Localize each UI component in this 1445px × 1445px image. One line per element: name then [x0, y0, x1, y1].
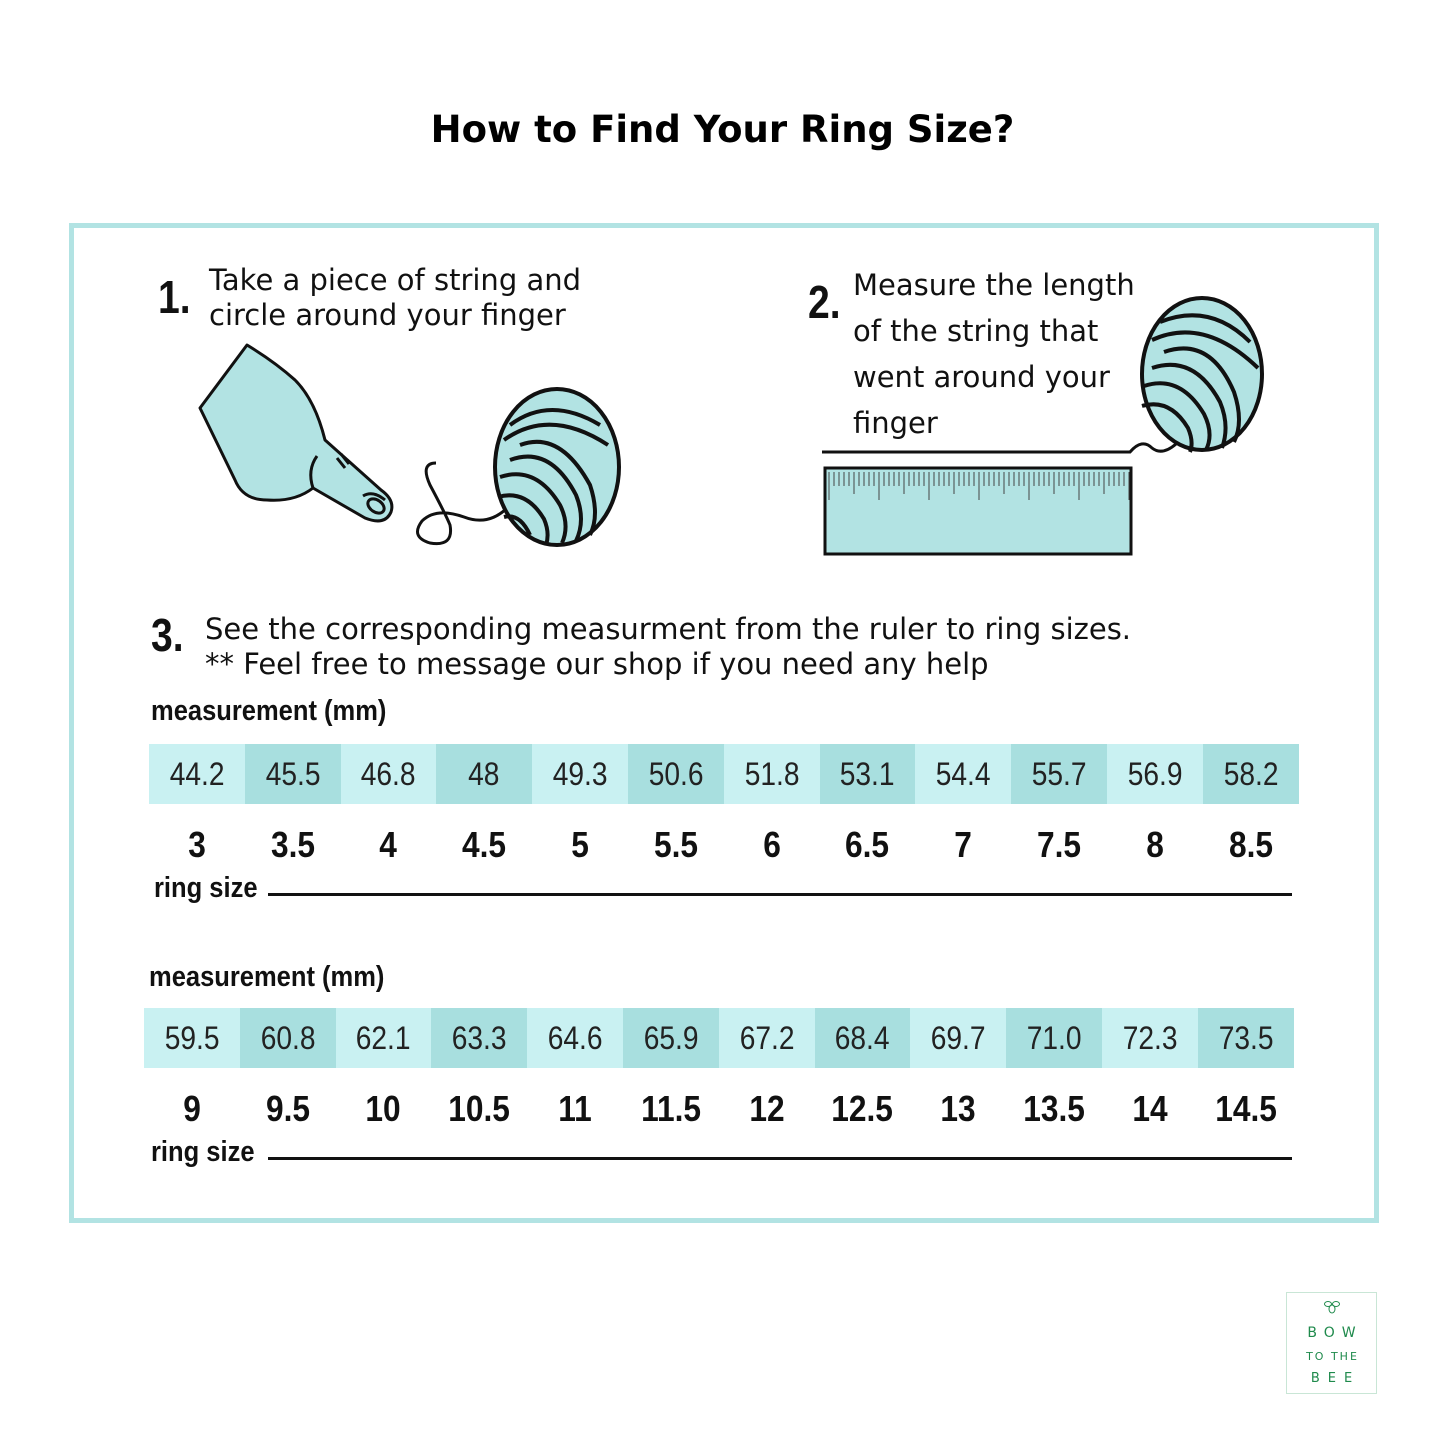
- ring-size-label: ring size: [151, 1136, 255, 1168]
- measurement-cell: [341, 744, 437, 804]
- measurement-value: 72.3: [1122, 1019, 1178, 1056]
- measurement-value: 56.9: [1127, 755, 1183, 792]
- measurement-cell: [527, 1008, 623, 1068]
- measurement-cell: [532, 744, 628, 804]
- ring-size-cell: [431, 1088, 527, 1132]
- ring-size-value: 5.5: [653, 824, 698, 865]
- ring-size-cell: [815, 1088, 911, 1132]
- step-2-line-4: finger: [853, 406, 938, 440]
- measurement-cell: [336, 1008, 432, 1068]
- measurement-value: 48: [468, 755, 500, 792]
- divider-line: [268, 1157, 1292, 1160]
- ring-size-value: 4: [379, 824, 398, 865]
- ring-size-value: 8.5: [1228, 824, 1273, 865]
- ring-size-cell: [915, 824, 1011, 868]
- measurement-value: 63.3: [451, 1019, 507, 1056]
- measurement-cell: [144, 1008, 240, 1068]
- ring-size-value: 6.5: [845, 824, 890, 865]
- step-2-number: 2.: [808, 276, 841, 328]
- ring-size-cell: [719, 1088, 815, 1132]
- step-2-line-1: Measure the length: [853, 268, 1135, 302]
- measurement-cell: [910, 1008, 1006, 1068]
- ring-size-cell: [436, 824, 532, 868]
- measurement-cell: [724, 744, 820, 804]
- measurement-cell: [623, 1008, 719, 1068]
- ring-size-cell: [149, 824, 245, 868]
- ring-size-value: 11.5: [640, 1088, 701, 1129]
- ring-size-cell: [1198, 1088, 1294, 1132]
- step-1-text: [209, 263, 581, 333]
- measurement-value: 64.6: [547, 1019, 603, 1056]
- logo-line-2: TO THE: [1306, 1350, 1359, 1363]
- measurement-cell: [1006, 1008, 1102, 1068]
- ring-size-cell: [245, 824, 341, 868]
- measurement-value: 62.1: [356, 1019, 411, 1056]
- measurement-value: 54.4: [935, 755, 991, 792]
- ring-size-cell: [341, 824, 437, 868]
- measurement-value: 58.2: [1223, 755, 1279, 792]
- measurement-cell: [815, 1008, 911, 1068]
- measuring-string-icon: [820, 430, 1180, 460]
- ring-size-value: 3.5: [270, 824, 315, 865]
- measurement-cell: [1102, 1008, 1198, 1068]
- measurement-cell: [820, 744, 916, 804]
- ring-size-cell: [336, 1088, 432, 1132]
- step-2-text: [853, 262, 1135, 446]
- step-1-line-2: circle around your finger: [209, 298, 566, 332]
- measurement-value: 46.8: [361, 755, 416, 792]
- measurement-value: 53.1: [840, 755, 895, 792]
- measurement-value: 51.8: [744, 755, 800, 792]
- ring-size-value: 13.5: [1023, 1088, 1085, 1129]
- ring-size-cell: [820, 824, 916, 868]
- step-3-number: 3.: [151, 609, 184, 661]
- ring-size-value: 9: [183, 1088, 201, 1129]
- brand-logo: [1286, 1292, 1377, 1394]
- measurement-cell: [1011, 744, 1107, 804]
- measurement-value: 55.7: [1031, 755, 1087, 792]
- ring-size-value: 4.5: [462, 824, 507, 865]
- ring-size-cell: [144, 1088, 240, 1132]
- step-1-number: 1.: [158, 271, 191, 323]
- ring-size-value: 7: [954, 824, 973, 865]
- ring-size-value: 11: [558, 1088, 592, 1129]
- ring-size-cell: [623, 1088, 719, 1132]
- measurement-table-1: [149, 744, 1299, 804]
- ring-size-value: 7.5: [1037, 824, 1082, 865]
- measurement-cell: [149, 744, 245, 804]
- ruler-icon: [823, 466, 1135, 558]
- ring-size-value: 8: [1146, 824, 1164, 865]
- ring-size-cell: [1006, 1088, 1102, 1132]
- ring-size-value: 12: [749, 1088, 785, 1129]
- ring-size-value: 12.5: [831, 1088, 894, 1129]
- measurement-value: 71.0: [1026, 1019, 1082, 1056]
- measurement-cell: [1203, 744, 1299, 804]
- measurement-value: 60.8: [260, 1019, 316, 1056]
- ring-size-cell: [1203, 824, 1299, 868]
- measurement-value: 68.4: [835, 1019, 890, 1056]
- ring-size-value: 6: [762, 824, 781, 865]
- measurement-cell: [245, 744, 341, 804]
- measurement-table-2: [144, 1008, 1294, 1068]
- measurement-cell: [915, 744, 1011, 804]
- measurement-value: 67.2: [739, 1019, 795, 1056]
- ring-size-cell: [1011, 824, 1107, 868]
- pointing-hand-icon: [195, 340, 400, 530]
- size-row-2: [144, 1088, 1294, 1132]
- measurement-value: 73.5: [1218, 1019, 1274, 1056]
- ring-size-cell: [724, 824, 820, 868]
- step-1-line-1: Take a piece of string and: [209, 263, 582, 297]
- ring-size-value: 13: [940, 1088, 976, 1129]
- measurement-cell: [1198, 1008, 1294, 1068]
- yarn-ball-icon: [490, 385, 625, 550]
- logo-line-3: BEE: [1310, 1371, 1361, 1386]
- step-2-line-2: of the string that: [853, 314, 1099, 348]
- ring-size-value: 3: [188, 824, 206, 865]
- step-3-line-2: ** Feel free to message our shop if you need any help: [205, 647, 989, 681]
- measurement-cell: [1107, 744, 1203, 804]
- ring-size-cell: [628, 824, 724, 868]
- ring-size-cell: [240, 1088, 336, 1132]
- ring-size-value: 9.5: [265, 1088, 310, 1129]
- ring-size-label: ring size: [154, 872, 258, 904]
- ring-size-cell: [1107, 824, 1203, 868]
- measurement-value: 45.5: [265, 755, 321, 792]
- measurement-value: 49.3: [552, 755, 608, 792]
- ring-size-value: 5: [571, 824, 589, 865]
- step-3-line-1: See the corresponding measurment from the ruler to ring sizes.: [205, 612, 1132, 646]
- measurement-value: 50.6: [648, 755, 704, 792]
- ring-size-cell: [527, 1088, 623, 1132]
- step-3-text: [205, 612, 1131, 682]
- ring-size-value: 14.5: [1214, 1088, 1277, 1129]
- measurement-value: 69.7: [930, 1019, 986, 1056]
- step-2-line-3: went around your: [853, 360, 1110, 394]
- measurement-label: measurement (mm): [149, 961, 385, 993]
- measurement-cell: [431, 1008, 527, 1068]
- page-title: How to Find Your Ring Size?: [430, 108, 1015, 151]
- size-row-1: [149, 824, 1299, 868]
- ring-size-value: 10.5: [448, 1088, 511, 1129]
- measurement-value: 44.2: [169, 755, 225, 792]
- ring-size-cell: [1102, 1088, 1198, 1132]
- ring-size-value: 10: [365, 1088, 402, 1129]
- measurement-label: measurement (mm): [151, 695, 387, 727]
- measurement-cell: [628, 744, 724, 804]
- measurement-cell: [719, 1008, 815, 1068]
- logo-line-1: BOW: [1307, 1325, 1363, 1341]
- measurement-value: 59.5: [164, 1019, 220, 1056]
- measurement-value: 65.9: [643, 1019, 699, 1056]
- bee-icon: [1323, 1299, 1341, 1315]
- measurement-cell: [436, 744, 532, 804]
- measurement-cell: [240, 1008, 336, 1068]
- divider-line: [268, 893, 1292, 896]
- ring-size-cell: [532, 824, 628, 868]
- ring-size-cell: [910, 1088, 1006, 1132]
- ring-size-value: 14: [1132, 1088, 1168, 1129]
